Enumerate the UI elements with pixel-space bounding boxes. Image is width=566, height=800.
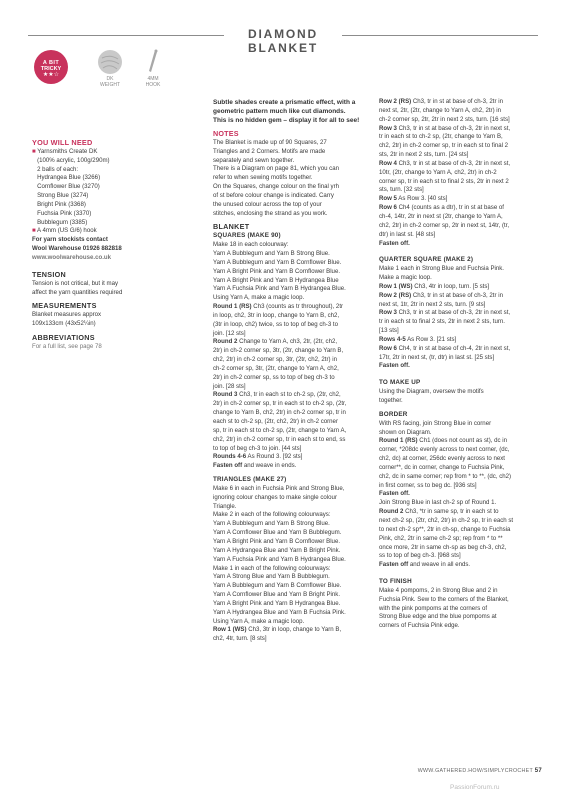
row-4-line: corner sp, tr in each st to final 2 sts, 2tr in next 2: [379, 177, 509, 185]
notes-line: stitches, enclosing the strand as you work.: [213, 209, 328, 217]
triangle-row-1-line: Row 1 (WS) Ch3, 3tr in loop, change to Yarn B,: [213, 626, 342, 634]
squares-line: Yarn A Bubblegum and Yarn B Strong Blue.: [213, 249, 330, 257]
border-round-2-line: next ch-2 sp, (2tr, ch2, 2tr) in ch-2 sp, tr in each st: [379, 516, 514, 524]
fasten-off-line: Fasten off and weave in ends.: [213, 462, 297, 470]
round-1-line: (3tr in loop, ch2) twice, ss to top of beg ch-3 to: [213, 320, 338, 328]
triangles-line: Make 6 in each in Fuchsia Pink and Strong Blue,: [213, 484, 345, 492]
border-round-2-line: ss to top of beg ch-3. [968 sts]: [379, 552, 461, 560]
triangles-line: Yarn A Bright Pink and Yarn B Cornflower Blue.: [213, 537, 341, 545]
list-item: Hydrangea Blue (3266): [37, 174, 101, 182]
row-2-line: Row 2 (RS) Ch3, tr in st at base of ch-3, 2tr in: [379, 98, 503, 105]
border-heading: BORDER: [379, 410, 408, 418]
quarter-line: Make a magic loop.: [379, 274, 432, 282]
row-3-line: Row 3 Ch3, tr in st at base of ch-3, 2tr in next st,: [379, 124, 511, 132]
list-item: (100% acrylic, 100g/290m): [37, 156, 110, 164]
triangles-line: ignoring colour changes to make single colour: [213, 493, 337, 501]
round-2-line: ch2, 2tr) in ch-2 corner sp, 3tr, (2tr, ch2, 2tr) in: [213, 356, 337, 364]
hook-size-label: 4MM HOOK: [145, 76, 161, 88]
squares-line: Yarn A Bright Pink and Yarn B Hydrangea Blue: [213, 276, 339, 284]
border-round-1-line: in first corner, ss to beg dc. [936 sts]: [379, 481, 477, 489]
border-round-1-line: Round 1 (RS) Ch1 (does not count as st), dc in: [379, 437, 508, 445]
triangles-line: Yarn A Cornflower Blue and Yarn B Bubblegum.: [213, 529, 342, 537]
measurements-text: Blanket measures approx: [32, 311, 102, 319]
page-number: 57: [534, 768, 542, 774]
triangles-line: Yarn A Hydrangea Blue and Yarn B Fuchsia Pink.: [213, 608, 346, 616]
round-2-line: 2tr) in ch-2 corner sp, ss to top of beg ch-3 to: [213, 373, 335, 381]
squares-line: Yarn A Bubblegum and Yarn B Cornflower Blue.: [213, 258, 342, 266]
triangles-line: Yarn A Cornflower Blue and Yarn B Bright Pink.: [213, 591, 341, 599]
quarter-line: Make 1 each in Strong Blue and Fuchsia Pink.: [379, 265, 504, 273]
you-need-heading: YOU WILL NEED: [32, 138, 93, 147]
round-1-line: in loop, ch2, 3tr in loop, change to Yarn B, ch2,: [213, 311, 340, 319]
page-title: DIAMOND BLANKET: [248, 27, 318, 55]
make-up-heading: TO MAKE UP: [379, 379, 421, 387]
row-5-line: Row 5 As Row 3. [40 sts]: [379, 195, 448, 203]
stockists-line: For yarn stockists contact: [32, 236, 108, 244]
column-left: [32, 139, 202, 352]
round-3-line: 2tr) in ch-2 corner sp, tr in each st to ch-2 sp, (2tr,: [213, 400, 347, 408]
row-2-line: ch-2 corner sp, 2tr, 2tr in next 2 sts, turn. [16 sts]: [379, 115, 510, 123]
border-round-1-line: ch2, dc) at corner, 256dc evenly across to next: [379, 455, 506, 463]
rounds-4-6-line: Rounds 4-6 As Round 3. [92 sts]: [213, 453, 303, 461]
column-middle: [213, 98, 371, 644]
border-round-2-line: Round 2 Ch3, *tr in same sp, tr in each st to: [379, 508, 499, 516]
squares-line: Make 18 in each colourway:: [213, 241, 289, 249]
header-rule-right: [342, 35, 538, 36]
round-3-line: to top of beg ch-3 to join. [44 sts]: [213, 444, 302, 452]
make-up-line: together.: [379, 397, 403, 404]
fasten-off-line: Fasten off and weave in all ends.: [379, 561, 471, 569]
row-6-line: ch2, 2tr) in ch-2 corner sp, 2tr in next st, 14tr, (tr,: [379, 221, 510, 229]
page-footer: [382, 768, 542, 774]
row-4-line: 10tr, (2tr, change to Yarn A, ch2, 2tr) in ch-2: [379, 168, 497, 176]
intro-line: geometric pattern much like cut diamonds.: [213, 108, 346, 115]
measurements-heading: MEASUREMENTS: [32, 301, 97, 311]
triangles-line: Yarn A Bubblegum and Yarn B Cornflower Blue.: [213, 582, 342, 590]
finish-line: Make 4 pompoms, 2 in Strong Blue and 2 in: [379, 586, 498, 594]
abbreviations-text: For a full list, see page 78: [32, 342, 102, 350]
squares-line: Using Yarn A, make a magic loop.: [213, 294, 305, 302]
intro-line: This is no hidden gem – display it for all to see!: [213, 117, 360, 124]
watermark: PassionForum.ru: [450, 784, 500, 791]
quarter-row-3-line: tr in each st to final 2 sts, 2tr in next 2 sts, turn.: [379, 318, 505, 326]
round-3-line: Round 3 Ch3, tr in each st to ch-2 sp, (2tr, ch2,: [213, 391, 341, 399]
triangles-line: Make 1 in each of the following colourways:: [213, 564, 331, 572]
tension-text: affect the yarn quantities required: [32, 288, 123, 296]
list-item: 2 balls of each:: [37, 165, 79, 173]
notes-line: refer to when sewing motifs together.: [213, 174, 313, 182]
round-3-line: each st to ch-2 sp, (2tr, ch2, 2tr) in ch-2 corner: [213, 418, 338, 425]
finish-line: corners of Fuchsia Pink edge.: [379, 622, 460, 630]
finish-line: Fuchsia Pink. Sew to the corners of the Blanket,: [379, 595, 509, 603]
header-rule-left: [28, 35, 224, 36]
row-6-line: Row 6 Ch4 (counts as a dtr), tr in st at base of: [379, 204, 504, 212]
quarter-row-3-line: [13 sts]: [379, 327, 399, 335]
notes-line: On the Squares, change colour on the final yrh: [213, 183, 340, 191]
notes-line: of st before colour change is indicated. Carry: [213, 191, 334, 199]
triangles-line: Yarn A Hydrangea Blue and Yarn B Bright Pink.: [213, 546, 341, 554]
notes-line: There is a Diagram on page 81, which you can: [213, 165, 340, 173]
fasten-off-line: Fasten off.: [379, 490, 410, 498]
round-2-line: Round 2 Change to Yarn A, ch3, 2tr, (2tr, ch2,: [213, 338, 338, 346]
quarter-row-2-line: next st, 1tr, 2tr in next 2 sts, turn. [9 sts]: [379, 300, 486, 308]
column-right: [379, 98, 541, 631]
border-line: With RS facing, join Strong Blue in corner: [379, 419, 492, 427]
stockists-link[interactable]: www.woolwarehouse.co.uk: [32, 253, 112, 261]
spec-icons: [34, 40, 194, 96]
finish-line: Strong Blue edge and the blue pompoms at: [379, 613, 497, 621]
row-3-line: tr in each st to ch-2 sp, (2tr, change to Yarn B,: [379, 133, 503, 141]
list-item: Bubblegum (3385): [37, 218, 88, 226]
round-1-line: Round 1 (RS) Ch3 (counts as tr throughout), 2tr: [213, 303, 344, 311]
triangles-line: Yarn A Bubblegum and Yarn B Strong Blue.: [213, 520, 330, 528]
notes-line: Triangles and 2 Corners. Motifs are made: [213, 147, 326, 155]
round-3-line: change to Yarn B, ch2, 2tr) in ch-2 corner sp, tr in: [213, 409, 346, 417]
difficulty-badge: [34, 50, 68, 84]
quarter-row-1-line: Row 1 (WS) Ch3, 4tr in loop, turn. [5 sts]: [379, 282, 490, 290]
yarn-ball-icon: [98, 50, 122, 74]
badge-line1: A BIT: [42, 60, 60, 66]
notes-line: The Blanket is made up of 90 Squares, 27: [213, 138, 327, 146]
crochet-hook-icon: [147, 48, 159, 74]
round-3-line: ch2, 2tr) in ch-2 corner sp, tr in each st to end, ss: [213, 435, 346, 443]
yarn-weight-label: DK WEIGHT: [100, 76, 120, 88]
round-1-line: join. [12 sts]: [213, 329, 246, 337]
measurements-text: 109x133cm (43x52¼in): [32, 320, 96, 328]
notes-line: separately and sewn together.: [213, 156, 295, 164]
list-item: ■ Yarnsmiths Create DK: [32, 147, 98, 155]
triangles-line: Yarn A Fuchsia Pink and Yarn B Hydrangea Blue.: [213, 555, 346, 563]
row-3-line: ch2, 2tr) in ch-2 corner sp, tr in each st to final 2: [379, 142, 509, 150]
round-2-line: ch-2 corner sp, 3tr, (2tr, change to Yarn A, ch2,: [213, 364, 339, 372]
round-2-line: join. [28 sts]: [213, 382, 246, 390]
make-up-line: Using the Diagram, oversew the motifs: [379, 388, 484, 396]
list-item: ■ A 4mm (US G/6) hook: [32, 227, 97, 235]
difficulty-stars: ★★☆: [42, 72, 60, 78]
round-3-line: sp, tr in each st to ch-2 sp, (2tr, change to Yarn A,: [213, 426, 347, 434]
row-4-line: sts, turn. [32 sts]: [379, 186, 424, 194]
intro-line: Subtle shades create a prismatic effect, with a: [213, 99, 356, 106]
border-round-2-line: once more, 2tr in same ch-sp as beg ch-3, ch2,: [379, 543, 507, 551]
border-round-1-line: corner**, dc in corner, change to Fuchsia Pink,: [379, 463, 505, 471]
triangles-heading: TRIANGLES (MAKE 27): [213, 476, 287, 484]
squares-line: Yarn A Fuchsia Pink and Yarn B Hydrangea Blue.: [213, 285, 346, 293]
list-item: Fuchsia Pink (3370): [37, 209, 92, 217]
notes-heading: NOTES: [213, 129, 239, 138]
triangles-line: Triangle.: [213, 502, 237, 510]
triangles-line: Using Yarn A, make a magic loop.: [213, 617, 305, 625]
fasten-off-line: Fasten off.: [379, 362, 410, 370]
blanket-heading: BLANKET: [213, 222, 250, 232]
quarter-square-heading: QUARTER SQUARE (MAKE 2): [379, 256, 474, 264]
round-2-line: 2tr) in ch-2 corner sp, 3tr, (2tr, change to Yarn B,: [213, 347, 344, 355]
notes-line: the unused colour across the top of your: [213, 200, 322, 208]
quarter-row-2-line: Row 2 (RS) Ch3, tr in st at base of ch-3, 2tr in: [379, 291, 503, 299]
border-line: shown on Diagram.: [379, 428, 432, 436]
border-round-1-line: corner, *208dc evenly across to next corner, (dc,: [379, 446, 510, 454]
row-6-line: dtr) in last st. [48 sts]: [379, 230, 436, 238]
badge-line2: TRICKY: [40, 66, 62, 72]
triangles-line: Yarn A Bright Pink and Yarn B Hydrangea Blue.: [213, 599, 341, 607]
list-item: Bright Pink (3368): [37, 200, 86, 208]
squares-heading: SQUARES (MAKE 90): [213, 232, 281, 240]
triangle-row-1-line: ch2, 4tr, turn. [8 sts]: [213, 635, 267, 643]
finish-line: with the pink pompoms at the corners of: [379, 604, 488, 612]
stockists-line: Wool Warehouse 01926 882818: [32, 245, 122, 253]
row-3-line: sts, 2tr in next 2 sts, turn. [24 sts]: [379, 151, 469, 159]
fasten-off-line: Fasten off.: [379, 239, 410, 247]
quarter-row-6-line: 17tr, 2tr in next st, (tr, dtr) in last st. [25 sts]: [379, 353, 495, 361]
tension-heading: TENSION: [32, 269, 67, 279]
border-round-2-line: Pink, ch2, 2tr in same ch-2 sp; rep from * to **: [379, 534, 503, 542]
row-2-line: next st, 2tr, (2tr, change to Yarn A, ch2, 2tr) in: [379, 106, 502, 114]
list-item: Strong Blue (3274): [37, 192, 89, 200]
triangles-line: Yarn A Strong Blue and Yarn B Bubblegum.: [213, 573, 330, 581]
triangles-line: Make 2 in each of the following colourways:: [213, 511, 331, 519]
border-round-2-line: to next ch-2 sp**, 2tr in ch-sp, change to Fuchsia: [379, 525, 511, 533]
border-join-line: Join Strong Blue in last ch-2 sp of Round 1.: [379, 499, 497, 507]
quarter-row-6-line: Row 6 Ch4, tr in st at base of ch-4, 2tr in next st,: [379, 344, 511, 352]
list-item: Cornflower Blue (3270): [37, 183, 100, 191]
squares-line: Yarn A Bright Pink and Yarn B Cornflower Blue.: [213, 267, 341, 275]
row-4-line: Row 4 Ch3, tr in st at base of ch-3, 2tr in next st,: [379, 159, 511, 167]
quarter-rows-4-5-line: Rows 4-5 As Row 3. [21 sts]: [379, 335, 457, 343]
finish-heading: TO FINISH: [379, 578, 412, 586]
quarter-row-3-line: Row 3 Ch3, tr in st at base of ch-3, 2tr in next st,: [379, 309, 511, 317]
row-6-line: ch-4, 14tr, 2tr in next st (2tr, change to Yarn A,: [379, 212, 503, 220]
border-round-1-line: ch2, dc in same corner; rep from * to **, (dc, ch2): [379, 472, 512, 480]
tension-text: Tension is not critical, but it may: [32, 279, 119, 287]
footer-url[interactable]: WWW.GATHERED.HOW/SIMPLYCROCHET: [417, 768, 533, 774]
abbreviations-heading: ABBREVIATIONS: [32, 332, 95, 342]
